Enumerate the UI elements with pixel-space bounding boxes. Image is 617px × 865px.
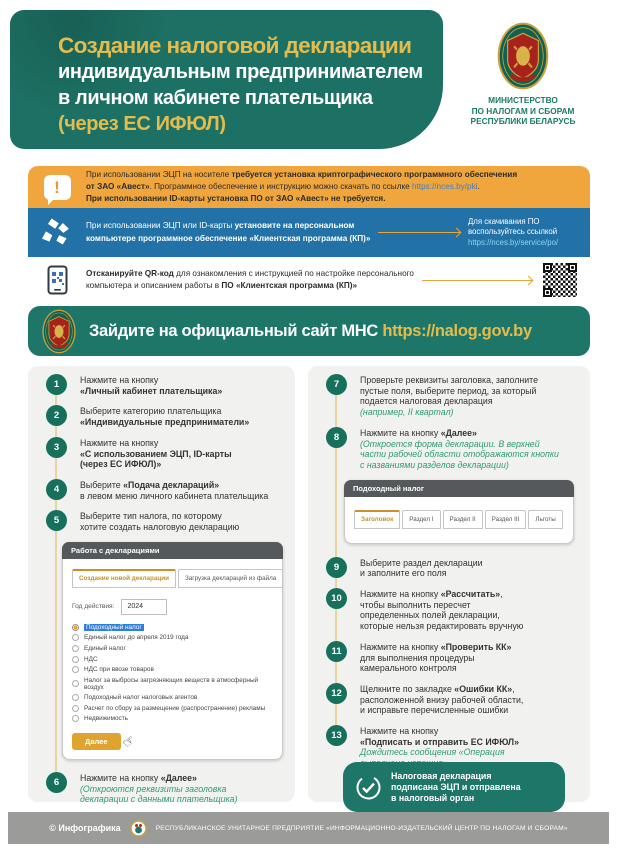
text-segment: , <box>500 589 503 600</box>
page-title-line3: в личном кабинете плательщика <box>58 87 373 109</box>
text-segment: (через ЕС ИФЮЛ)» <box>80 459 162 470</box>
text-segment: (Откроется форма декларации. В верхней <box>360 438 540 449</box>
form-title: Работа с декларациями <box>62 542 283 559</box>
income-tax-form-screenshot <box>344 480 574 544</box>
radio-option[interactable] <box>72 677 273 691</box>
step-number-badge: 9 <box>326 557 347 578</box>
text-segment: Нажмите на кнопку <box>360 641 441 652</box>
text-segment: При использовании ID-карты установка ПО от ЗАО «Авест» не требуется. <box>86 194 386 204</box>
notice-qr-text <box>86 268 414 292</box>
text-segment: Налоговая декларация <box>391 770 492 781</box>
text-segment: «Подписать и отправить ЕС ИФЮЛ» <box>360 736 519 747</box>
step-number-badge: 5 <box>46 510 67 531</box>
ministry-name-line3: РЕСПУБЛИКИ БЕЛАРУСЬ <box>470 116 576 126</box>
tab-inactive[interactable]: Льготы <box>528 510 562 529</box>
site-banner <box>28 306 590 356</box>
radio-button[interactable] <box>72 634 79 641</box>
text-segment: требуется установка криптографического программного обеспечения <box>231 169 518 179</box>
radio-option[interactable] <box>72 666 273 673</box>
step-item <box>326 683 584 716</box>
notice-avest <box>28 166 590 208</box>
ministry-name-line1: МИНИСТЕРСТВО <box>488 95 558 105</box>
radio-label: Недвижимость <box>84 715 128 723</box>
text-segment: (например, II квартал) <box>360 407 454 418</box>
text-segment: воспользуйтесь ссылкой <box>468 227 558 237</box>
text-segment: Для скачивания ПО <box>468 216 540 226</box>
text-segment: пустые поля, выберите период, за который <box>360 385 537 396</box>
text-segment: ПО «Клиентская программа (КП)» <box>221 281 358 290</box>
text-segment: «Личный кабинет плательщика» <box>80 385 223 396</box>
radio-label: Единый налог до апреля 2019 года <box>84 634 189 642</box>
text-segment: которые нельзя редактировать вручную <box>360 621 524 632</box>
radio-button[interactable] <box>72 694 79 701</box>
declarations-form-screenshot <box>62 542 283 760</box>
step-text <box>360 588 523 632</box>
step-item <box>326 557 584 579</box>
text-segment: , <box>512 683 515 694</box>
text-segment: хотите создать налоговую декларацию <box>80 522 240 533</box>
text-segment: компьютере программное обеспечение «Клиентская программа (КП)» <box>86 233 371 243</box>
steps-panel-right <box>308 366 590 802</box>
text-segment: определенных полей декларации, <box>360 610 500 621</box>
notice-client-program <box>28 208 590 257</box>
text-segment: чтобы выполнить пересчет <box>360 599 471 610</box>
ministry-block <box>443 22 603 127</box>
text-segment: декларации с данными плательщика) <box>80 794 238 805</box>
radio-button[interactable] <box>72 715 79 722</box>
text-segment: камерального контроля <box>360 663 457 674</box>
radio-option[interactable] <box>72 705 273 712</box>
step-item <box>46 772 289 805</box>
site-banner-link[interactable]: https://nalog.gov.by <box>382 321 532 340</box>
radio-option[interactable] <box>72 656 273 663</box>
step-number-badge: 7 <box>326 374 347 395</box>
text-segment: «Индивидуальные предприниматели» <box>80 417 250 428</box>
radio-label: Расчет по сбору за размещение (распространение) рекламы <box>84 704 266 712</box>
text-segment: Выберите <box>80 479 124 490</box>
radio-label: Единый налог <box>84 644 126 652</box>
radio-button[interactable] <box>72 645 79 652</box>
qr-code <box>540 260 580 300</box>
text-segment: и исправьте перечисленные ошибки <box>360 705 509 716</box>
step-item <box>46 374 289 396</box>
notice-client-text <box>86 220 370 244</box>
link[interactable]: https://nces.by/pki <box>411 181 478 191</box>
radio-button[interactable] <box>72 680 79 687</box>
text-segment: в налоговый орган <box>391 792 475 803</box>
success-text <box>391 771 521 804</box>
radio-option[interactable] <box>72 645 273 652</box>
text-segment: (Откроются реквизиты заголовка <box>80 783 227 794</box>
text-segment: компьютера и описанием работы в <box>86 281 222 290</box>
hand-cursor-icon: ☞ <box>119 731 140 753</box>
step-text <box>80 374 222 396</box>
mascot-logo-icon <box>130 820 147 837</box>
step-number-badge: 4 <box>46 479 67 500</box>
page-title: Создание налоговой декларации <box>58 33 412 58</box>
step-text <box>80 405 249 427</box>
step-text <box>360 683 523 716</box>
year-input[interactable]: 2024 <box>121 599 167 615</box>
radio-label: Налог за выбросы загрязняющих веществ в атмосферный воздух <box>84 676 259 691</box>
radio-label: Подоходный налог налоговых агентов <box>84 694 198 702</box>
step-item <box>46 405 289 427</box>
ministry-emblem-icon <box>497 22 549 90</box>
step-item <box>326 427 584 471</box>
radio-label: НДС <box>84 655 98 663</box>
radio-button[interactable] <box>72 705 79 712</box>
text-segment: . <box>477 181 480 191</box>
notice-section <box>28 166 590 303</box>
step-number-badge: 8 <box>326 427 347 448</box>
text-segment: подписана ЭЦП и отправлена <box>391 781 521 792</box>
page-title-line4: (через ЕС ИФЮЛ) <box>58 113 226 135</box>
radio-option[interactable] <box>72 634 273 641</box>
text-segment: «С использованием ЭЦП, ID-карты <box>80 448 232 459</box>
text-segment: Нажмите на кнопку <box>80 375 159 385</box>
step-text <box>80 479 268 501</box>
link[interactable]: https://nces.by/service/po/ <box>468 237 559 247</box>
tab-active[interactable]: Заголовок <box>354 510 400 529</box>
step-text <box>360 374 538 418</box>
text-segment: Нажмите на кнопку <box>80 437 159 448</box>
notice-avest-text <box>86 169 517 206</box>
arrow-right-icon <box>422 280 532 281</box>
text-segment: для ознакомления с инструкцией по настройке персонального <box>173 268 414 278</box>
step-item <box>46 437 289 470</box>
text-segment: расположенной внизу рабочей области, <box>360 694 524 705</box>
radio-button[interactable] <box>72 656 79 663</box>
text-segment: «Ошибки КК» <box>454 683 513 694</box>
page-title-line2: индивидуальным предпринимателем <box>58 61 423 83</box>
step-number-badge: 11 <box>326 641 347 662</box>
text-segment: «Далее» <box>160 773 197 784</box>
nces-logo-icon <box>41 218 74 248</box>
text-segment: «Далее» <box>440 427 477 438</box>
text-segment: При использовании ЭЦП на носителе <box>86 169 232 179</box>
radio-button[interactable] <box>72 666 79 673</box>
step-item <box>326 374 584 418</box>
radio-label: Подоходный налог <box>86 623 142 631</box>
text-segment: Отсканируйте QR-код <box>86 268 174 278</box>
organization-name: РЕСПУБЛИКАНСКОЕ УНИТАРНОЕ ПРЕДПРИЯТИЕ «ИНФОРМАЦИОННО-ИЗДАТЕЛЬСКИЙ ЦЕНТР ПО НАЛОГАМ И СБОРАМ» <box>155 824 568 832</box>
step-number-badge: 13 <box>326 725 347 746</box>
radio-option[interactable] <box>72 694 273 701</box>
step-text <box>80 772 238 805</box>
ministry-name-line2: ПО НАЛОГАМ И СБОРАМ <box>471 105 575 116</box>
radio-button[interactable] <box>72 624 79 631</box>
text-segment: Выберите категорию плательщика <box>80 406 222 417</box>
step-number-badge: 12 <box>326 683 347 704</box>
phone-qr-icon <box>47 265 68 295</box>
step-number-badge: 2 <box>46 405 67 426</box>
text-segment: Выберите тип налога, по которому <box>80 511 222 522</box>
form-title: Подоходный налог <box>344 480 574 497</box>
text-segment: для выполнения процедуры <box>360 652 475 663</box>
copyright-label: © Инфографика <box>49 823 121 833</box>
radio-label: НДС при ввозе товаров <box>84 666 154 674</box>
steps-panel-left <box>28 366 295 805</box>
radio-option[interactable] <box>72 715 273 722</box>
success-box <box>343 762 565 812</box>
step-item <box>326 588 584 632</box>
text-segment: Щелкните по закладке <box>360 683 455 694</box>
text-segment: «Подача деклараций» <box>123 479 220 490</box>
step-item <box>46 479 289 501</box>
warning-icon: ! <box>44 175 71 200</box>
step-text <box>80 510 239 532</box>
notice-qr <box>28 257 590 303</box>
text-segment: с названиями разделов декларации) <box>360 459 509 470</box>
text-segment: Нажмите на кнопку <box>360 726 439 737</box>
text-segment: установите на персональном <box>234 221 355 231</box>
text-segment: «Проверить КК» <box>440 641 512 652</box>
year-label: Год действия: <box>72 603 115 611</box>
tab-inactive[interactable]: Раздел III <box>485 510 527 529</box>
text-segment: «Рассчитать» <box>440 589 501 600</box>
text-segment: части рабочей области отображаются кнопки <box>360 449 559 460</box>
text-segment: Дождитесь сообщения «Операция <box>360 747 505 758</box>
tab-inactive[interactable]: Раздел I <box>402 510 440 529</box>
step-text <box>80 437 232 470</box>
text-segment: Нажмите на кнопку <box>360 427 441 438</box>
download-link-block <box>468 217 578 248</box>
text-segment: Нажмите на кнопку <box>360 589 441 600</box>
arrow-right-icon <box>378 232 460 233</box>
check-circle-icon <box>355 774 382 801</box>
text-segment: . Программное обеспечение и инструкцию можно скачать по ссылке <box>149 181 412 191</box>
header-banner <box>10 10 443 149</box>
tab-inactive[interactable]: Загрузка деклараций из файла <box>178 569 283 588</box>
footer-bar <box>8 812 609 844</box>
tab-active[interactable]: Создание новой декларации <box>72 569 176 588</box>
text-segment: Нажмите на кнопку <box>80 773 161 784</box>
step-number-badge: 10 <box>326 588 347 609</box>
text-segment: и заполните его поля <box>360 568 447 579</box>
mns-emblem-icon <box>42 309 76 354</box>
site-banner-text: Зайдите на официальный сайт МНС <box>89 321 379 340</box>
radio-option[interactable] <box>72 624 273 631</box>
step-number-badge: 1 <box>46 374 67 395</box>
text-segment: Проверьте реквизиты заголовка, заполните <box>360 375 538 385</box>
step-item <box>326 641 584 674</box>
step-item <box>46 510 289 532</box>
text-segment: от ЗАО «Авест» <box>86 181 150 191</box>
step-text <box>360 427 559 471</box>
tab-inactive[interactable]: Раздел II <box>443 510 483 529</box>
text-segment: в левом меню личного кабинета плательщика <box>80 490 269 501</box>
text-segment: Выберите раздел декларации <box>360 557 483 568</box>
step-text <box>360 641 511 674</box>
step-number-badge: 6 <box>46 772 67 793</box>
step-number-badge: 3 <box>46 437 67 458</box>
text-segment: При использовании ЭЦП или ID-карты <box>86 221 235 231</box>
next-button[interactable]: Далее ☞ <box>72 733 121 750</box>
step-text <box>360 557 483 579</box>
text-segment: подается налоговая декларация <box>360 396 493 407</box>
